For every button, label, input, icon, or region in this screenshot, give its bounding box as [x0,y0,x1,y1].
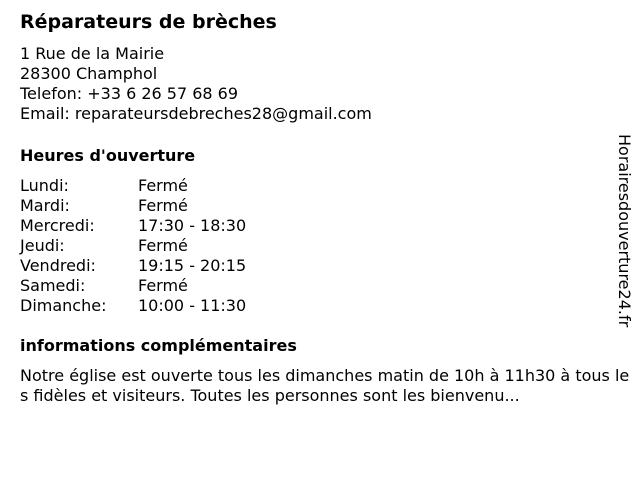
day-label: Mardi: [20,196,70,215]
day-hours: Fermé [138,196,188,215]
info-text: Notre église est ouverte tous les dimanches matin de 10h à 11h30 à tous les fidèles et visiteurs. Toutes les personnes sont les bienvenu... [20,366,630,405]
site-watermark: Horairesdouverture24.fr [615,134,634,328]
hours-row [20,276,246,296]
hours-row [20,236,246,256]
day-hours: 10:00 - 11:30 [138,296,247,315]
day-hours: 17:30 - 18:30 [138,216,247,235]
phone-number[interactable]: Telefon: +33 6 26 57 68 69 [20,84,239,103]
day-hours: 19:15 - 20:15 [138,256,247,275]
hours-title: Heures d'ouverture [20,146,196,165]
hours-row [20,256,246,276]
day-hours: Fermé [138,276,188,295]
day-hours: Fermé [138,176,188,195]
day-label: Mercredi: [20,216,95,235]
hours-row [20,176,246,196]
hours-row [20,216,246,236]
day-label: Dimanche: [20,296,107,315]
day-label: Lundi: [20,176,69,195]
day-label: Vendredi: [20,256,96,275]
day-hours: Fermé [138,236,188,255]
hours-row [20,196,246,216]
email-address[interactable]: Email: reparateursdebreches28@gmail.com [20,104,372,123]
day-label: Samedi: [20,276,86,295]
address-line-1: 1 Rue de la Mairie [20,44,165,63]
info-title: informations complémentaires [20,336,297,355]
hours-row [20,296,246,316]
hours-table [20,176,246,316]
address-line-2: 28300 Champhol [20,64,158,83]
business-name: Réparateurs de brèches [20,11,277,33]
day-label: Jeudi: [20,236,65,255]
